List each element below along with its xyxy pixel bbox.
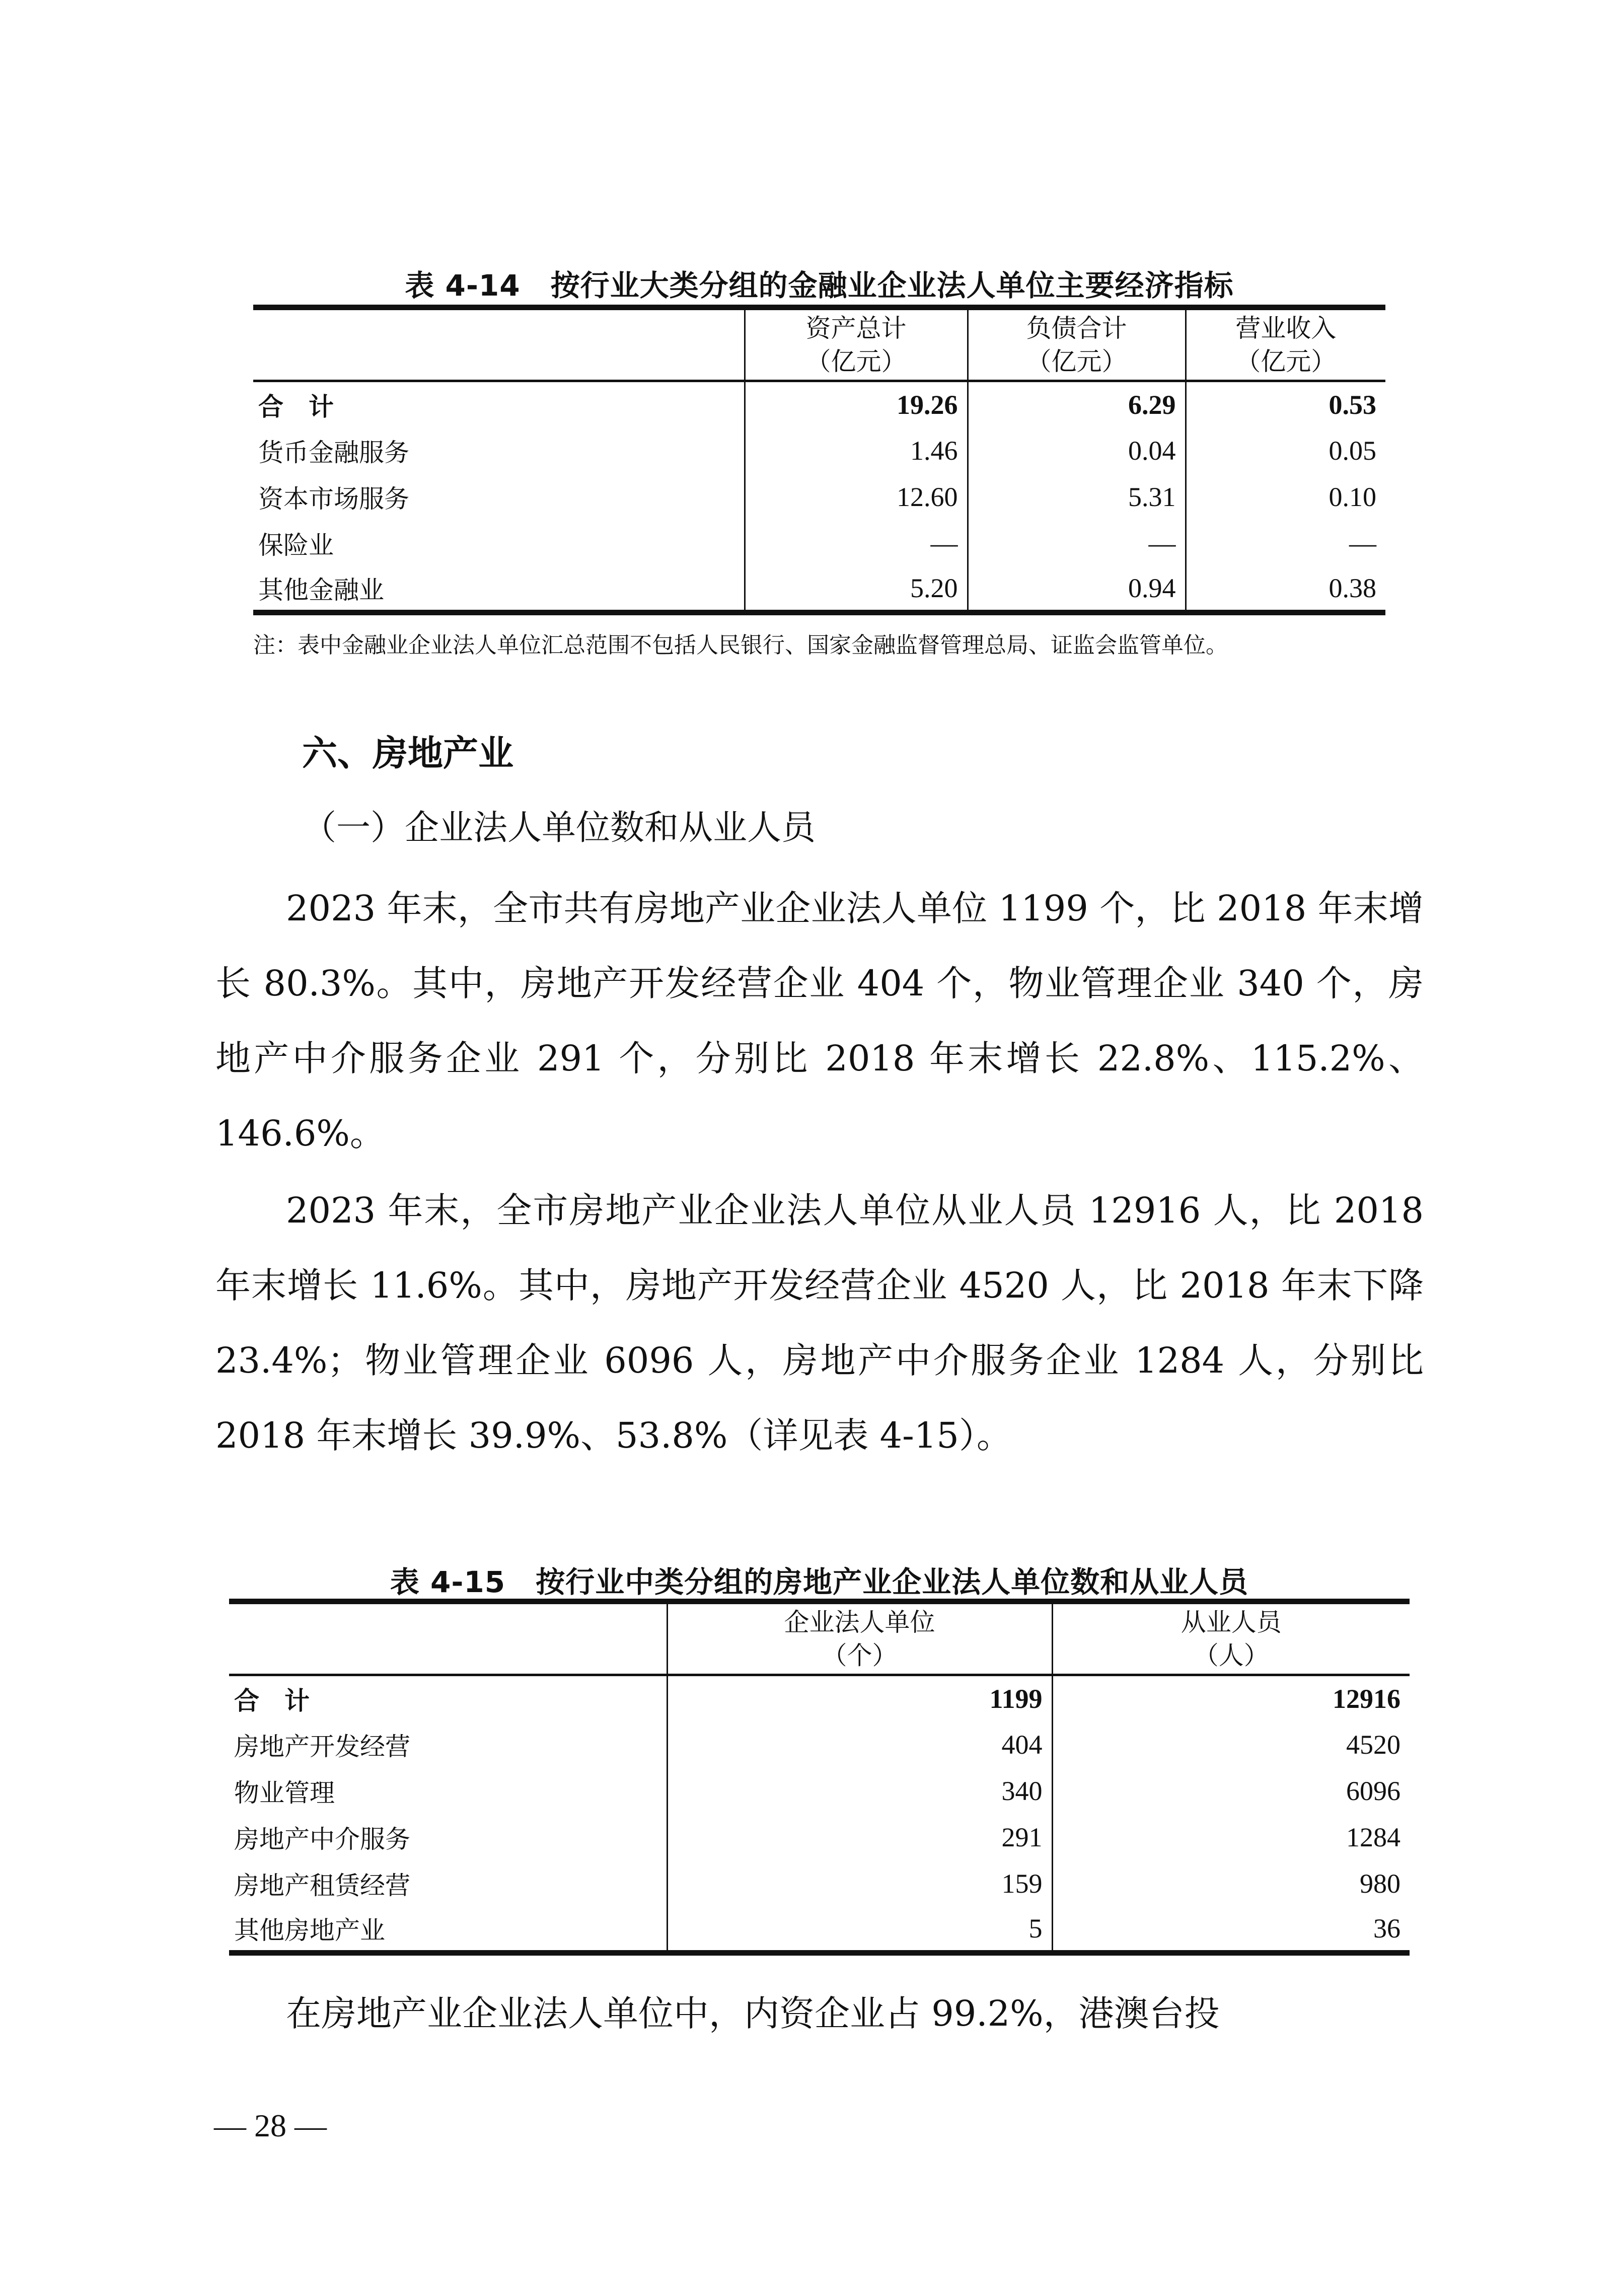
table-row: [229, 1860, 1410, 1907]
cell-value: —: [745, 520, 968, 566]
table-4-14: [253, 305, 1385, 615]
table-4-14-caption: [253, 262, 1385, 304]
body-paragraph: 2023 年末，全市共有房地产业企业法人单位 1199 个，比 2018 年末增长 80.3%。其中，房地产开发经营企业 404 个，物业管理企业 340 个，房地产中介服务企业 291 个，分别比 2018 年末增长 22.8%、115.2%、146.6%。: [215, 888, 1424, 1154]
cell-value: 1199: [667, 1675, 1052, 1721]
body-paragraph: 在房地产业企业法人单位中，内资企业占 99.2%，港澳台投: [286, 1993, 1220, 2034]
cell-value: 980: [1052, 1860, 1410, 1907]
row-label: 合 计: [258, 392, 334, 421]
column-header: [667, 1602, 1052, 1675]
column-header-name: 资产总计: [805, 314, 907, 343]
cell-value: 340: [667, 1768, 1052, 1814]
row-label: 资本市场服务: [258, 484, 409, 514]
table-header-blank: [253, 308, 745, 381]
cell-value: 6096: [1052, 1768, 1410, 1814]
section-heading: 六、房地产业: [302, 733, 513, 774]
column-header-unit: （个）: [822, 1641, 898, 1670]
table-row: [253, 474, 1385, 520]
cell-value: 159: [667, 1860, 1052, 1907]
column-header: [968, 308, 1186, 381]
cell-value: 1.46: [745, 427, 968, 474]
column-header-unit: （亿元）: [1235, 347, 1337, 376]
column-header-unit: （人）: [1193, 1641, 1269, 1670]
cell-value: 0.94: [968, 566, 1186, 613]
column-header: [745, 308, 968, 381]
column-header: [1186, 308, 1385, 381]
table-caption-title: 按行业中类分组的房地产业企业法人单位数和从业人员: [536, 1565, 1249, 1599]
cell-value: 1284: [1052, 1814, 1410, 1860]
row-label: 其他金融业: [258, 575, 384, 605]
column-header-name: 营业收入: [1235, 314, 1337, 343]
table-row-total: [253, 381, 1385, 427]
cell-value: 5: [667, 1907, 1052, 1953]
column-header-name: 从业人员: [1181, 1608, 1282, 1637]
row-label: 房地产开发经营: [234, 1732, 410, 1761]
cell-value: 12916: [1052, 1675, 1410, 1721]
table-caption-number: 表 4-14: [405, 268, 521, 303]
column-header-unit: （亿元）: [805, 347, 907, 376]
row-label: 合 计: [234, 1686, 310, 1715]
cell-value: —: [968, 520, 1186, 566]
table-row-total: [229, 1675, 1410, 1721]
row-label: 货币金融服务: [258, 438, 409, 467]
cell-value: 0.53: [1186, 381, 1385, 427]
row-label: 房地产中介服务: [234, 1824, 410, 1854]
column-header-unit: （亿元）: [1026, 347, 1127, 376]
cell-value: 5.20: [745, 566, 968, 613]
body-paragraph: 2023 年末，全市房地产业企业法人单位从业人员 12916 人，比 2018 年末增长 11.6%。其中，房地产开发经营企业 4520 人，比 2018 年末下降 23.4%；物业管理企业 6096 人，房地产中介服务企业 1284 人，分别比 2018 年末增长 39.9%、53.8%（详见表 4-15）。: [215, 1190, 1424, 1456]
cell-value: 6.29: [968, 381, 1186, 427]
table-4-15: [229, 1599, 1410, 1956]
cell-value: 36: [1052, 1907, 1410, 1953]
table-row: [253, 427, 1385, 474]
cell-value: 404: [667, 1721, 1052, 1768]
cell-value: 4520: [1052, 1721, 1410, 1768]
table-row: [229, 1907, 1410, 1953]
table-row: [229, 1814, 1410, 1860]
row-label: 保险业: [258, 530, 334, 560]
page-number: — 28 —: [214, 2108, 327, 2143]
cell-value: —: [1186, 520, 1385, 566]
table-row: [229, 1721, 1410, 1768]
cell-value: 0.04: [968, 427, 1186, 474]
row-label: 其他房地产业: [234, 1915, 385, 1945]
table-caption-number: 表 4-15: [390, 1565, 506, 1599]
row-label: 物业管理: [234, 1778, 335, 1808]
table-row: [253, 520, 1385, 566]
table-row: [253, 566, 1385, 613]
table-header-row: [229, 1602, 1410, 1675]
table-4-15-caption: [229, 1558, 1410, 1601]
table-caption-title: 按行业大类分组的金融业企业法人单位主要经济指标: [550, 268, 1234, 303]
cell-value: 0.05: [1186, 427, 1385, 474]
cell-value: 5.31: [968, 474, 1186, 520]
column-header: [1052, 1602, 1410, 1675]
cell-value: 19.26: [745, 381, 968, 427]
section-subheading: （一）企业法人单位数和从业人员: [302, 808, 816, 848]
cell-value: 0.38: [1186, 566, 1385, 613]
table-row: [229, 1768, 1410, 1814]
column-header-name: 负债合计: [1026, 314, 1127, 343]
column-header-name: 企业法人单位: [784, 1608, 935, 1637]
cell-value: 12.60: [745, 474, 968, 520]
table-header-blank: [229, 1602, 667, 1675]
table-header-row: [253, 308, 1385, 381]
cell-value: 0.10: [1186, 474, 1385, 520]
table-note: 注：表中金融业企业法人单位汇总范围不包括人民银行、国家金融监督管理总局、证监会监管单位。: [253, 632, 1228, 658]
row-label: 房地产租赁经营: [234, 1871, 410, 1900]
cell-value: 291: [667, 1814, 1052, 1860]
